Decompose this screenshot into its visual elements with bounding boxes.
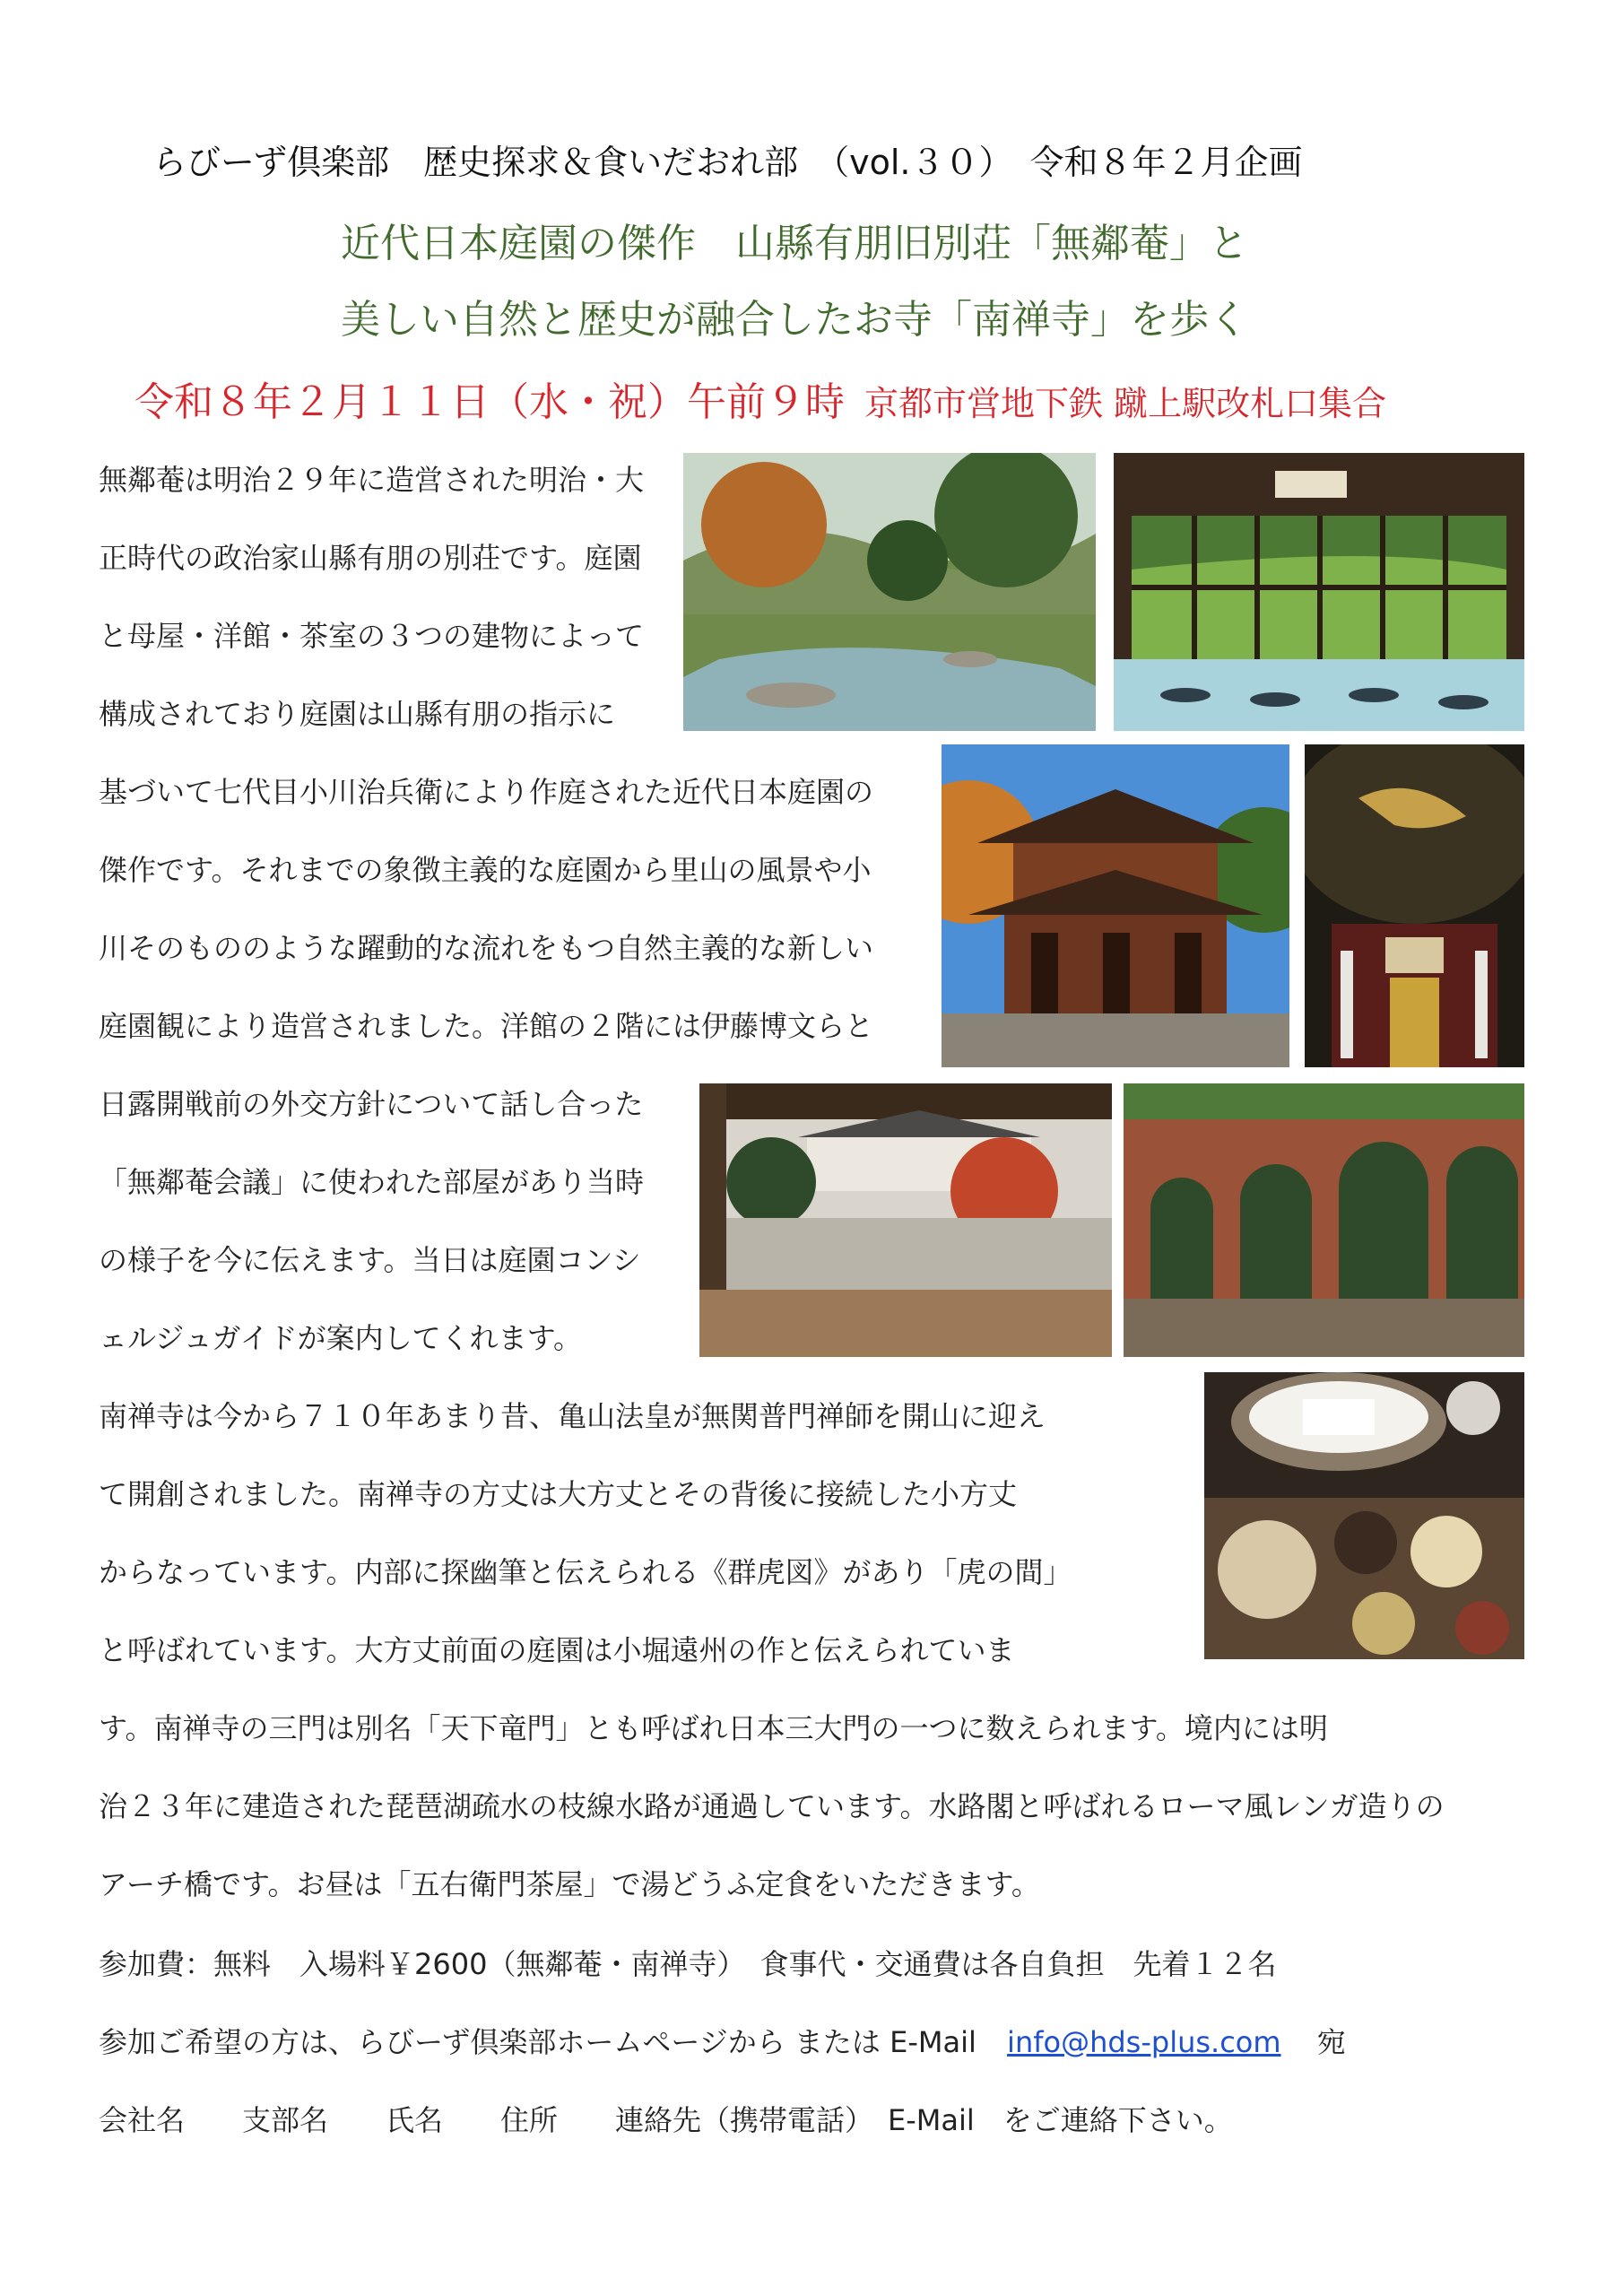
sanmon-gate-photo bbox=[942, 744, 1289, 1067]
body-line: て開創されました。南禅寺の方丈は大方丈とその背後に接続した小方丈 bbox=[99, 1477, 1018, 1511]
yudofu-meal-photo bbox=[1204, 1372, 1524, 1659]
hojo-garden-photo bbox=[699, 1083, 1112, 1357]
email-link[interactable]: info@hds-plus.com bbox=[1007, 2025, 1281, 2059]
body-line: ェルジュガイドが案内してくれます。 bbox=[99, 1321, 583, 1355]
body-line: と呼ばれています。大方丈前面の庭園は小堀遠州の作と伝えられていま bbox=[99, 1633, 1015, 1667]
body-line: と母屋・洋館・茶室の３つの建物によって bbox=[99, 619, 645, 653]
suirokaku-aqueduct-photo bbox=[1124, 1083, 1524, 1357]
subtitle-line-2: 美しい自然と歴史が融合したお寺「南禅寺」を歩く bbox=[341, 297, 1248, 343]
body-line: 川そのもののような躍動的な流れをもつ自然主義的な新しい bbox=[99, 931, 874, 965]
body-line: 構成されており庭園は山縣有朋の指示に bbox=[99, 697, 616, 731]
meeting-place: 京都市営地下鉄 蹴上駅改札口集合 bbox=[864, 384, 1387, 423]
contact-info bbox=[99, 2020, 1346, 2061]
event-date: 令和８年２月１１日（水・祝）午前９時 bbox=[135, 379, 845, 425]
body-line: 庭園観により造営されました。洋館の２階には伊藤博文らと bbox=[99, 1009, 874, 1043]
body-line: 日露開戦前の外交方針について話し合った bbox=[99, 1087, 644, 1121]
villa-interior-photo bbox=[1114, 453, 1524, 731]
subtitle-line-1: 近代日本庭園の傑作 山縣有朋旧別荘「無鄰菴」と bbox=[341, 221, 1248, 266]
body-line: 傑作です。それまでの象徴主義的な庭園から里山の風景や小 bbox=[99, 853, 872, 887]
body-line: 治２３年に建造された琵琶湖疏水の枝線水路が通過しています。水路閣と呼ばれるローマ風レンガ造りの bbox=[99, 1789, 1445, 1823]
body-line: からなっています。内部に探幽筆と伝えられる《群虎図》があり「虎の間」 bbox=[99, 1555, 1072, 1589]
contact-suffix: 宛 bbox=[1316, 2025, 1346, 2059]
body-line: 南禅寺は今から７１０年あまり昔、亀山法皇が無関普門禅師を開山に迎え bbox=[99, 1399, 1046, 1433]
flyer-title: らびーず倶楽部 歴史探求＆食いだおれ部 （vol.３０） 令和８年２月企画 bbox=[152, 143, 1303, 182]
body-line: アーチ橋です。お昼は「五右衛門茶屋」で湯どうふ定食をいただきます。 bbox=[99, 1867, 1040, 1901]
body-line: 「無鄰菴会議」に使われた部屋があり当時 bbox=[99, 1165, 645, 1199]
body-line: 正時代の政治家山縣有朋の別荘です。庭園 bbox=[99, 541, 642, 575]
body-line: 基づいて七代目小川治兵衛により作庭された近代日本庭園の bbox=[99, 775, 874, 809]
garden-photo bbox=[683, 453, 1096, 731]
required-fields: 会社名 支部名 氏名 住所 連絡先（携帯電話） E-Mail をご連絡下さい。 bbox=[99, 2103, 1233, 2137]
hall-interior-photo bbox=[1305, 744, 1524, 1067]
contact-intro: 参加ご希望の方は、らびーず倶楽部ホームページから または E-Mail bbox=[99, 2025, 976, 2059]
fee-info: 参加費：無料 入場料￥2600（無鄰菴・南禅寺） 食事代・交通費は各自負担 先着１２名 bbox=[99, 1947, 1277, 1981]
body-line: す。南禅寺の三門は別名「天下竜門」とも呼ばれ日本三大門の一つに数えられます。境内には明 bbox=[99, 1711, 1328, 1745]
body-line: 無鄰菴は明治２９年に造営された明治・大 bbox=[99, 463, 645, 497]
event-date-line bbox=[135, 370, 1386, 427]
body-line: の様子を今に伝えます。当日は庭園コンシ bbox=[99, 1243, 641, 1277]
